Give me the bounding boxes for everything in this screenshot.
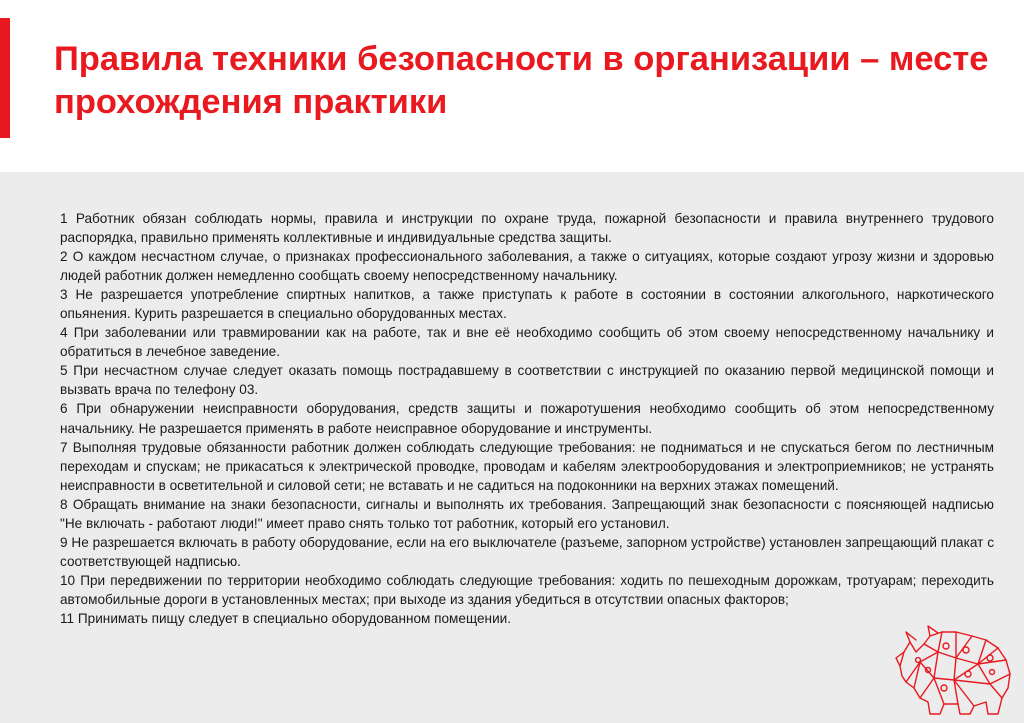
rule-item: 4 При заболевании или травмировании как на работе, так и вне её необходимо сообщить об этом своему непосредственному начальнику и обратиться в лечебное заведение. bbox=[60, 325, 994, 360]
rule-item: 2 О каждом несчастном случае, о признаках профессионального заболевания, а также о ситуациях, которые создают угрозу жизни и здоровью людей работник должен немедленно сообщать своему непосредственному начальнику. bbox=[60, 249, 994, 284]
rule-item: 6 При обнаружении неисправности оборудования, средств защиты и пожаротушения необходимо сообщить об этом непосредственному начальнику. Не разрешается применять в работе неисправное оборудование и инструменты. bbox=[60, 401, 994, 436]
rule-item: 1 Работник обязан соблюдать нормы, правила и инструкции по охране труда, пожарной безопасности и правила внутреннего трудового распорядка, правильно применять коллективные и индивидуальные средства защиты. bbox=[60, 211, 994, 246]
slide-title: Правила техники безопасности в организации – месте прохождения практики bbox=[54, 40, 989, 121]
rule-item: 10 При передвижении по территории необходимо соблюдать следующие требования: ходить по пешеходным дорожкам, тротуарам; переходить автомобильные дороги в установленных местах; при выходе из здания убедиться в отсутствии опасных факторов; bbox=[60, 572, 994, 607]
rule-item: 7 Выполняя трудовые обязанности работник должен соблюдать следующие требования: не подниматься и не спускаться бегом по лестничным переходам и спускам; не прикасаться к электрической проводке, проводам и кабелям электрооборудования и электроприемников; не устранять неисправности в осветительной и силовой сети; не вставать и не садиться на подоконники на верхних этажах помещений. bbox=[60, 439, 994, 493]
rule-item: 9 Не разрешается включать в работу оборудование, если на его выключателе (разъеме, запорном устройстве) установлен запрещающий плакат с соответствующей надписью. bbox=[60, 534, 994, 569]
rule-item: 5 При несчастном случае следует оказать помощь пострадавшему в соответствии с инструкцией по оказанию первой медицинской помощи и вызвать врача по телефону 03. bbox=[60, 363, 994, 398]
accent-bar bbox=[0, 18, 10, 138]
rhino-logo-icon bbox=[894, 622, 1016, 718]
rule-item: 3 Не разрешается употребление спиртных напитков, а также приступать к работе в состоянии в состоянии алкогольного, наркотического опьянения. Курить разрешается в специально оборудованных местах. bbox=[60, 287, 994, 322]
rule-item: 11 Принимать пищу следует в специально оборудованном помещении. bbox=[60, 610, 512, 626]
rule-item: 8 Обращать внимание на знаки безопасности, сигналы и выполнять их требования. Запрещающий знак безопасности с поясняющей надписью "Не включать - работают люди!" имеет право снять только тот работник, который его установил. bbox=[60, 496, 994, 531]
rules-list bbox=[60, 209, 994, 628]
